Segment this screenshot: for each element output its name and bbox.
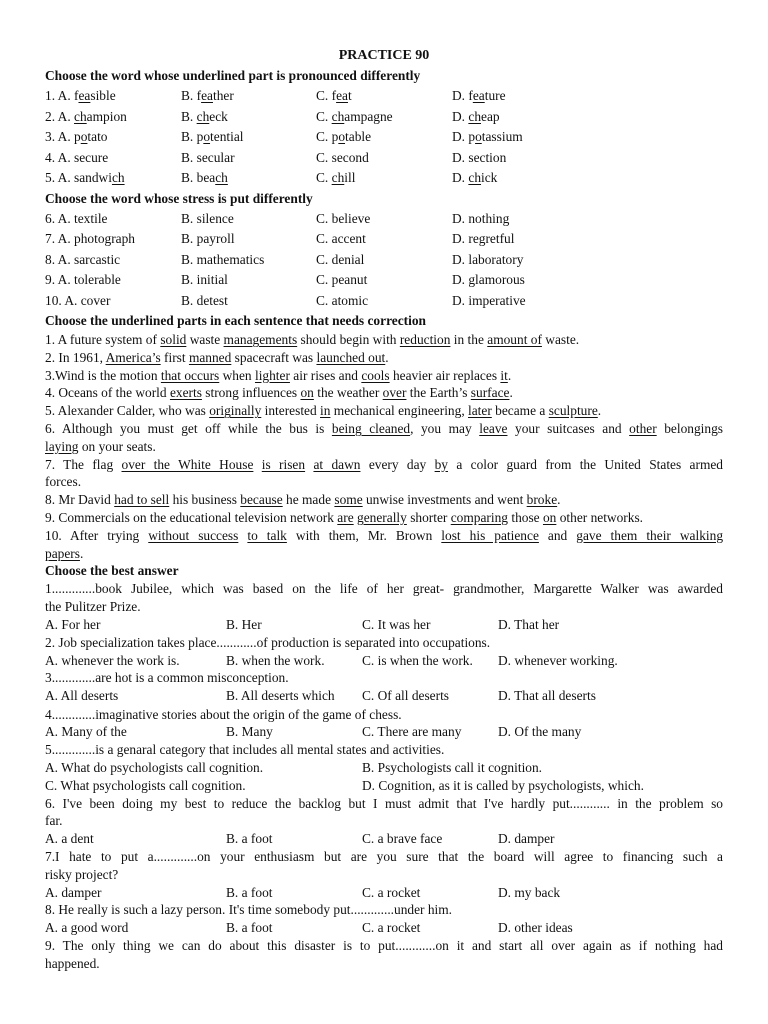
underlined-part: amount of [487,332,542,347]
underlined-part: cools [361,367,390,383]
section-heading-pronunciation: Choose the word whose underlined part is pronounced differently [45,68,421,83]
section-heading-best-answer: Choose the best answer [45,563,179,579]
underlined-part: originally [209,403,262,419]
question-4-options [45,723,723,741]
question-7-continued: risky project? [45,866,119,882]
option-a: A. whenever the work is. [45,652,180,668]
option-a: A. For her [45,616,101,632]
underlined-part: it [500,367,508,383]
error-sentence-7: 7. The flag over the White House is risen at dawn every day by a color guard from the United States armed [45,456,723,472]
question-7-options [45,884,723,902]
error-sentence-10-continued: papers. [45,545,84,561]
option-c: C. chill [316,170,356,185]
underlined-part: broke [526,492,558,508]
option-d: D. whenever working. [498,652,618,668]
underlined-part: solid [160,332,187,347]
option-b: B. Her [226,616,262,632]
underlined-part: lost his patience [441,527,539,543]
underlined-part: comparing [450,509,508,525]
option-a: 3. A. potato [45,129,108,144]
option-c: C. second [316,149,369,165]
option-b: B. beach [181,170,228,185]
option-c: C. is when the work. [362,652,473,668]
error-sentence-1: 1. A future system of solid waste managements should begin with reduction in the amount of waste. [45,332,580,347]
option-d: D. other ideas [498,920,573,936]
option-a: A. Many of the [45,724,127,740]
option-d: D. chick [452,170,498,185]
option-b: B. Psychologists call it cognition. [362,760,543,776]
section-heading-stress: Choose the word whose stress is put differently [45,190,313,206]
option-a: 2. A. champion [45,108,127,124]
question-5: 5.............is a genaral category that includes all mental states and activities. [45,742,445,758]
question-2-options [45,652,723,670]
option-b: B. when the work. [226,652,325,668]
option-b: B. mathematics [181,251,265,267]
option-d: D. potassium [452,129,523,144]
error-sentence-7-continued: forces. [45,474,82,490]
question-5-options-ab [45,759,723,777]
underlined-part: by [434,456,448,472]
option-c: C. It was her [362,616,431,632]
error-sentence-6-continued: laying on your seats. [45,438,156,454]
option-c: C. accent [316,231,366,246]
option-c: C. believe [316,210,371,226]
option-d: D. Of the many [498,724,582,740]
question-9: 9. The only thing we can do about this disaster is to put............on it and start all over again as if nothing had [45,938,723,953]
underlined-part: later [468,403,492,419]
option-c: C. peanut [316,272,368,287]
question-row [45,250,723,271]
error-sentence-6: 6. Although you must get off while the bus is being cleaned, you may leave your suitcases and other belongings [45,420,723,436]
option-c: C. There are many [362,724,462,740]
question-8-options [45,919,723,937]
question-row [45,86,723,107]
option-a: 7. A. photograph [45,231,136,246]
option-a: A. a dent [45,831,94,847]
question-4: 4.............imaginative stories about the origin of the game of chess. [45,706,402,722]
option-c: C. What psychologists call cognition. [45,777,246,793]
option-d: D. damper [498,831,555,847]
option-a: 1. A. feasible [45,88,116,103]
option-b: B. Many [226,724,273,740]
option-d: D. regretful [452,231,515,246]
error-sentence-10: 10. After trying without success to talk with them, Mr. Brown lost his patience and gave them their walking [45,527,723,543]
option-c: C. feat [316,88,352,103]
option-b: B. payroll [181,231,235,246]
option-b: B. silence [181,210,234,226]
error-sentence-5: 5. Alexander Calder, who was originally interested in mechanical engineering, later became a sculpture. [45,403,602,419]
question-row [45,148,723,169]
question-8: 8. He really is such a lazy person. It's time somebody put.............under him. [45,902,453,918]
option-d: D. nothing [452,210,510,226]
option-d: D. imperative [452,292,526,308]
pronunciation-questions [45,86,723,189]
option-a: A. All deserts [45,688,119,704]
option-d: D. That her [498,616,560,632]
option-a: 6. A. textile [45,210,108,226]
option-b: B. initial [181,272,228,287]
stress-questions [45,209,723,312]
question-3: 3.............are hot is a common misconception. [45,670,289,686]
underlined-part: are [337,509,354,525]
option-d: D. cheap [452,108,500,124]
underlined-part: America’s [105,349,161,365]
question-1-continued: the Pulitzer Prize. [45,599,141,615]
option-d: D. feature [452,88,506,103]
underlined-part: surface [470,385,510,401]
question-row [45,209,723,230]
option-b: B. potential [181,129,244,144]
error-sentence-8: 8. Mr David had to sell his business because he made some unwise investments and went broke. [45,492,561,508]
question-9-continued: happened. [45,955,100,971]
option-b: B. detest [181,292,228,308]
underlined-part: on [300,385,314,401]
underlined-part: leave [479,420,508,436]
underlined-part: on [542,509,557,525]
section-heading-error-correction: Choose the underlined parts in each sentence that needs correction [45,313,426,328]
option-a: A. damper [45,884,102,900]
underlined-part: sculpture [548,403,598,419]
underlined-part: had to sell [114,492,170,508]
option-c: C. a rocket [362,884,421,900]
option-d: D. Cognition, as it is called by psychologists, which. [362,777,644,793]
question-row [45,270,723,291]
question-6: 6. I've been doing my best to reduce the backlog but I must admit that I've hardly put............ in the problem so [45,795,723,811]
option-b: B. a foot [226,831,273,847]
underlined-part: generally [357,509,407,525]
option-d: D. laboratory [452,251,524,267]
option-a: 8. A. sarcastic [45,251,121,267]
option-d: D. my back [498,884,561,900]
option-c: C. a rocket [362,920,421,936]
question-row [45,168,723,189]
question-row [45,291,723,312]
question-1: 1.............book Jubilee, which was based on the life of her great- grandmother, Margarette Walker was awarded [45,581,723,597]
underlined-part: manned [188,349,232,365]
worksheet-page [45,46,723,973]
error-sentence-9: 9. Commercials on the educational television network are generally shorter comparing those on other networks. [45,509,644,525]
underlined-part: being cleaned [331,420,411,436]
option-a: A. What do psychologists call cognition. [45,760,264,776]
question-row [45,229,723,250]
option-a: 4. A. secure [45,149,109,165]
question-5-options-cd [45,777,723,795]
option-c: C. atomic [316,292,369,308]
option-a: 5. A. sandwich [45,170,125,185]
underlined-part: at dawn [313,456,361,472]
underlined-part: laying [45,438,79,454]
underlined-part: lighter [254,367,290,383]
question-1-options [45,616,723,634]
question-2: 2. Job specialization takes place............of production is separated into occupations. [45,634,491,650]
underlined-part: some [334,492,363,508]
underlined-part: papers [45,545,80,561]
error-sentence-4: 4. Oceans of the world exerts strong influences on the weather over the Earth’s surface. [45,385,513,401]
option-b: B. feather [181,88,234,103]
question-3-options [45,687,723,706]
error-sentence-3: 3.Wind is the motion that occurs when lighter air rises and cools heavier air replaces it. [45,367,512,383]
underlined-part: launched out [316,349,386,365]
question-row [45,127,723,148]
option-c: C. potable [316,129,372,144]
underlined-part: exerts [169,385,202,401]
option-d: D. That all deserts [498,688,596,704]
option-a: 9. A. tolerable [45,272,121,287]
underlined-part: managements [223,332,298,347]
question-6-options [45,830,723,848]
underlined-part: over [382,385,407,401]
underlined-part: gave them their walking [576,527,723,543]
underlined-part: reduction [399,332,451,347]
option-b: B. All deserts which [226,688,335,704]
page-title: PRACTICE 90 [338,48,430,63]
underlined-part: other [629,420,657,436]
option-a: 10. A. cover [45,292,111,308]
underlined-part: to talk [247,527,287,543]
underlined-part: without success [148,527,239,543]
underlined-part: is risen [261,456,306,472]
question-row [45,107,723,128]
option-c: C. a brave face [362,831,443,847]
underlined-part: because [240,492,283,508]
option-c: C. champagne [316,108,393,124]
option-c: C. denial [316,251,365,267]
option-b: B. secular [181,149,235,165]
question-7: 7.I hate to put a.............on your enthusiasm but are you sure that the board will agree to financing such a [45,849,723,865]
option-d: D. glamorous [452,272,525,287]
option-c: C. Of all deserts [362,688,450,704]
option-b: B. check [181,108,228,124]
option-b: B. a foot [226,884,273,900]
option-a: A. a good word [45,920,129,936]
option-b: B. a foot [226,920,273,936]
underlined-part: that occurs [160,367,220,383]
option-d: D. section [452,149,507,165]
question-6-continued: far. [45,813,63,829]
underlined-part: in [320,403,331,419]
error-sentence-2: 2. In 1961, America’s first manned spacecraft was launched out. [45,349,389,365]
underlined-part: over the White House [121,456,254,472]
